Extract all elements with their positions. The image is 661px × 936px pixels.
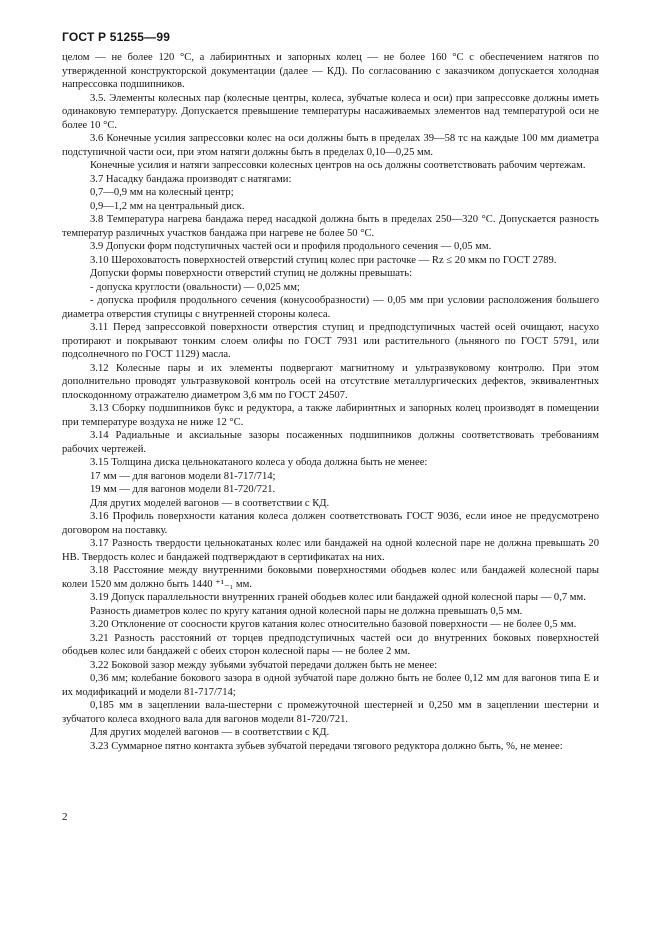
paragraph: Конечные усилия и натяги запрессовки колесных центров на ось должны соответствовать рабочим чертежам. [90, 160, 586, 171]
paragraph: 3.23 Суммарное пятно контакта зубьев зубчатой передачи тягового редуктора должно быть, %, не менее: [90, 740, 563, 752]
paragraph: Разность диаметров колес по кругу катания одной колесной пары не должна превышать 0,5 мм. [90, 605, 523, 617]
paragraph: 17 мм — для вагонов модели 81-717/714; [90, 470, 276, 482]
paragraph: 0,7—0,9 мм на колесный центр; [90, 187, 234, 198]
paragraph: 19 мм — для вагонов модели 81-720/721. [90, 484, 276, 495]
paragraph: 3.19 Допуск параллельности внутренних граней ободьев колес или бандажей одной колесной пары — 0,7 мм. [90, 592, 586, 603]
paragraph: 3.13 Сборку подшипников букс и редуктора, а также лабиринтных и запорных колец производят в помещении при температуре воздуха не ниже 12 °С. [62, 403, 599, 428]
document-body [62, 51, 599, 753]
paragraph: 3.18 Расстояние между внутренними боковыми поверхностями ободьев колес или бандажей колесной пары колеи 1520 мм должно быть 1440 ⁺¹₋₁ мм. [62, 565, 599, 590]
paragraph: 3.8 Температура нагрева бандажа перед насадкой должна быть в пределах 250—320 °С. Допускается разность температур различных участков бандажа при нагреве не более 50 °С. [62, 214, 599, 239]
paragraph: Для других моделей вагонов — в соответствии с КД. [90, 727, 330, 738]
paragraph: 0,36 мм; колебание бокового зазора в одной зубчатой паре должно быть не более 0,12 мм для вагонов типа Е и их модификаций и модели 81-717/714; [62, 673, 599, 698]
paragraph: 3.15 Толщина диска цельнокатаного колеса у обода должна быть не менее: [90, 457, 428, 468]
paragraph: 3.10 Шероховатость поверхностей отверстий ступиц колес при расточке — Rz ≤ 20 мкм по ГОСТ 2789. [90, 254, 557, 266]
paragraph: - допуска круглости (овальности) — 0,025 мм; [90, 281, 300, 293]
paragraph: 3.21 Разность расстояний от торцев предподступичных частей оси до внутренних боковых поверхностей ободьев колес или бандажей с обеих сторон колесной пары — не более 2 мм. [62, 632, 599, 657]
paragraph: 0,9—1,2 мм на центральный диск. [90, 200, 245, 212]
document-header: ГОСТ Р 51255—99 [62, 30, 171, 44]
paragraph: 3.20 Отклонение от соосности кругов катания колес относительно базовой поверхности — не более 0,5 мм. [90, 619, 577, 630]
paragraph: 3.6 Конечные усилия запрессовки колес на оси должны быть в пределах 39—58 тс на каждые 100 мм диаметра подступичной части оси, при этом натяги должны быть в пределах 0,10—0,25 мм. [62, 133, 599, 158]
paragraph: 3.14 Радиальные и аксиальные зазоры посаженных подшипников должны соответствовать требованиям рабочих чертежей. [62, 430, 599, 455]
paragraph: - допуска профиля продольного сечения (конусообразности) — 0,05 мм при условии расположения большего диаметра отверстия ступицы с внутренней стороны колеса. [62, 295, 599, 320]
paragraph: 3.5. Элементы колесных пар (колесные центры, колеса, зубчатые колеса и оси) при запрессовке должны иметь одинаковую температуру. Допускается превышение температуры насаживаемых элементов над температурой оси не более 10 °С. [62, 92, 599, 131]
paragraph: 3.9 Допуски форм подступичных частей оси и профиля продольного сечения — 0,05 мм. [90, 241, 492, 252]
page-number: 2 [62, 811, 68, 823]
paragraph: 3.16 Профиль поверхности катания колеса должен соответствовать ГОСТ 9036, если иное не предусмотрено договором на поставку. [62, 511, 599, 536]
paragraph: 0,185 мм в зацеплении вала-шестерни с промежуточной шестерней и 0,250 мм в зацеплении шестерни и зубчатого колеса входного вала для вагонов модели 81-720/721. [62, 700, 599, 725]
paragraph: Допуски формы поверхности отверстий ступиц не должны превышать: [90, 268, 413, 279]
paragraph: 3.17 Разность твердости цельнокатаных колес или бандажей на одной колесной паре не должна превышать 20 НВ. Твердость колес и бандажей подтверждают в сертификатах на них. [62, 538, 599, 563]
paragraph: 3.12 Колесные пары и их элементы подвергают магнитному и ультразвуковому контролю. При этом дополнительно проводят ультразвуковой контроль осей на отсутствие металлургических дефектов, эквивалентных плоскодонному отражателю диаметром 3,6 мм по ГОСТ 24507. [62, 362, 599, 401]
paragraph: 3.7 Насадку бандажа производят с натягами: [90, 173, 292, 185]
paragraph: 3.11 Перед запрессовкой поверхности отверстия ступиц и предподступичных частей осей очищают, насухо протирают и покрывают тонким слоем олифы по ГОСТ 7931 или растительного (льняного по ГОСТ 5791, или подсолнечного по ГОСТ 1129) масла. [62, 322, 599, 360]
paragraph: целом — не более 120 °С, а лабиринтных и запорных колец — не более 160 °С с обеспечением натягов по утвержденной конструкторской документации (далее — КД). По согласованию с заказчиком допускается холодная напрессовка подшипников. [62, 52, 599, 90]
paragraph: Для других моделей вагонов — в соответствии с КД. [90, 497, 330, 509]
paragraph: 3.22 Боковой зазор между зубьями зубчатой передачи должен быть не менее: [90, 659, 438, 671]
